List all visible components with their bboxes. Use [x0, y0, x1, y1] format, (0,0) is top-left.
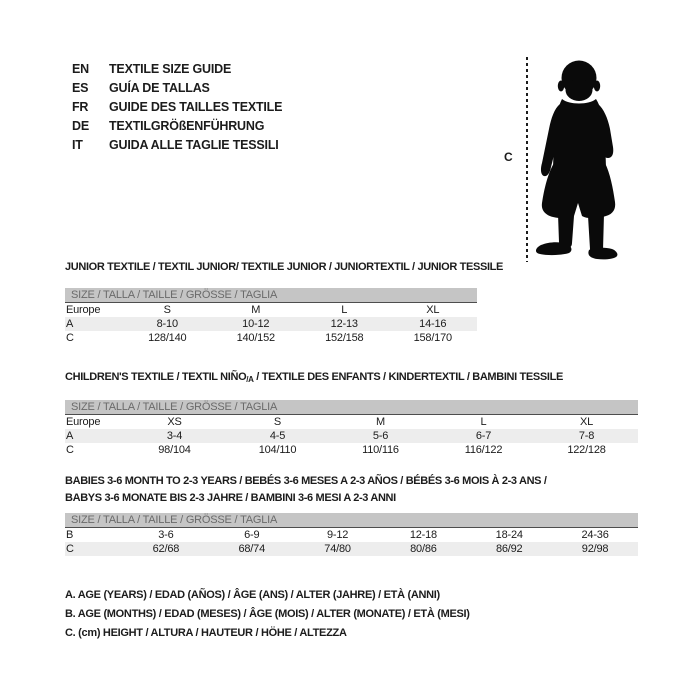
size-cell: 158/170 — [413, 332, 452, 344]
height-measure-label: C — [504, 150, 513, 164]
size-cell: L — [341, 304, 348, 316]
baby-silhouette-image — [531, 57, 627, 262]
size-cell: 92/98 — [581, 543, 609, 555]
lang-code: EN — [72, 61, 89, 76]
section-childrens-textile — [65, 369, 638, 457]
size-cell: 98/104 — [158, 444, 191, 456]
table-row — [65, 429, 638, 443]
babies-size-table — [65, 528, 638, 556]
size-cell: S — [163, 304, 171, 316]
size-cell: 4-5 — [269, 430, 286, 442]
legend-notes — [65, 586, 470, 643]
table-row — [65, 443, 638, 457]
lang-row-de — [72, 116, 282, 135]
lang-text: GUIDA ALLE TAGLIE TESSILI — [109, 137, 279, 152]
baby-foot-right — [588, 248, 617, 260]
lang-code: ES — [72, 80, 89, 95]
table-row — [65, 415, 638, 429]
lang-row-fr — [72, 97, 282, 116]
row-label: A — [66, 318, 74, 330]
size-cell: XS — [167, 416, 182, 428]
section-title — [65, 369, 638, 388]
baby-shorts — [542, 163, 615, 218]
size-cell: L — [480, 416, 487, 428]
size-cell: 152/158 — [325, 332, 364, 344]
size-cell: 3-4 — [166, 430, 183, 442]
size-cell: 6-9 — [244, 529, 260, 541]
size-cell: 8-10 — [156, 318, 178, 330]
row-label: B — [66, 529, 74, 541]
lang-row-en — [72, 59, 282, 78]
size-cell: M — [376, 416, 385, 428]
size-cell: 104/110 — [258, 444, 297, 456]
lang-code: IT — [72, 137, 83, 152]
size-cell: 140/152 — [236, 332, 275, 344]
size-header-bar: SIZE / TALLA / TAILLE / GRÖSSE / TAGLIA — [65, 513, 638, 528]
section-junior-textile — [65, 259, 504, 345]
size-cell: S — [273, 416, 282, 428]
table-row — [65, 528, 638, 542]
lang-text: TEXTILGRÖßENFÜHRUNG — [109, 118, 265, 133]
section-title-line1: BABIES 3-6 MONTH TO 2-3 YEARS / BEBÉS 3-6 MESES A 2-3 AÑOS / BÉBÉS 3-6 MOIS À 2-3 ANS / — [65, 475, 547, 487]
section-babies-textile — [65, 473, 638, 556]
title-text: / TEXTILE DES ENFANTS / KINDERTEXTIL / BAMBINI TESSILE — [253, 371, 563, 383]
lang-code: DE — [72, 118, 89, 133]
lang-text: TEXTILE SIZE GUIDE — [109, 61, 232, 76]
size-cell: 18-24 — [495, 529, 523, 541]
lang-text: GUIDE DES TAILLES TEXTILE — [109, 99, 283, 114]
junior-size-table — [65, 303, 477, 345]
row-label: C — [66, 543, 74, 555]
table-row — [65, 303, 477, 317]
table-row — [65, 542, 638, 556]
row-label: C — [66, 444, 74, 456]
size-cell: 74/80 — [324, 543, 351, 555]
note-a: A. AGE (YEARS) / EDAD (AÑOS) / ÂGE (ANS) / ALTER (JAHRE) / ETÀ (ANNI) — [65, 589, 440, 601]
size-cell: 110/116 — [362, 444, 399, 456]
size-cell: 122/128 — [567, 444, 606, 456]
size-cell: 62/68 — [152, 543, 180, 555]
size-cell: 7-8 — [578, 430, 595, 442]
lang-text: GUÍA DE TALLAS — [109, 80, 210, 95]
size-cell: 12-13 — [330, 318, 358, 330]
size-header-bar: SIZE / TALLA / TAILLE / GRÖSSE / TAGLIA — [65, 288, 477, 303]
size-cell: 24-36 — [581, 529, 609, 541]
height-dashed-line — [526, 57, 528, 262]
section-title: JUNIOR TEXTILE / TEXTIL JUNIOR/ TEXTILE JUNIOR / JUNIORTEXTIL / JUNIOR TESSILE — [65, 261, 504, 273]
size-cell: 80/86 — [410, 543, 437, 555]
lang-code: FR — [72, 99, 89, 114]
size-cell: XL — [579, 416, 594, 428]
size-cell: 12-18 — [409, 529, 437, 541]
size-cell: 9-12 — [326, 529, 349, 541]
table-row — [65, 317, 477, 331]
size-cell: 128/140 — [148, 332, 187, 344]
row-label: Europe — [66, 416, 101, 428]
size-cell: 5-6 — [372, 430, 389, 442]
language-legend — [72, 59, 282, 154]
size-cell: XL — [426, 304, 440, 316]
size-cell: 10-12 — [242, 318, 270, 330]
title-text: CHILDREN'S TEXTILE / TEXTIL NIÑO — [65, 371, 247, 383]
size-cell: M — [251, 304, 261, 316]
note-b: B. AGE (MONTHS) / EDAD (MESES) / ÂGE (MOIS) / ALTER (MONATE) / ETÀ (MESI) — [65, 608, 470, 620]
baby-foot-left — [536, 242, 571, 255]
lang-row-es — [72, 78, 282, 97]
title-subscript: /A — [246, 375, 254, 384]
row-label: Europe — [66, 304, 101, 316]
size-header-bar: SIZE / TALLA / TAILLE / GRÖSSE / TAGLIA — [65, 400, 638, 415]
size-cell: 3-6 — [158, 529, 174, 541]
childrens-size-table — [65, 415, 638, 457]
size-cell: 116/122 — [464, 444, 503, 456]
section-title-line2: BABYS 3-6 MONATE BIS 2-3 JAHRE / BAMBINI 3-6 MESI A 2-3 ANNI — [65, 492, 396, 504]
lang-row-it — [72, 135, 282, 154]
size-cell: 68/74 — [238, 543, 265, 555]
row-label: A — [66, 430, 74, 442]
size-cell: 86/92 — [495, 543, 523, 555]
baby-ear-right — [594, 81, 600, 92]
baby-ear-left — [558, 81, 564, 92]
table-row — [65, 331, 477, 345]
size-cell: 14-16 — [419, 318, 447, 330]
size-cell: 6-7 — [475, 430, 492, 442]
baby-jaw — [566, 79, 593, 101]
note-c: C. (cm) HEIGHT / ALTURA / HAUTEUR / HÖHE / ALTEZZA — [65, 627, 347, 639]
row-label: C — [66, 332, 74, 344]
